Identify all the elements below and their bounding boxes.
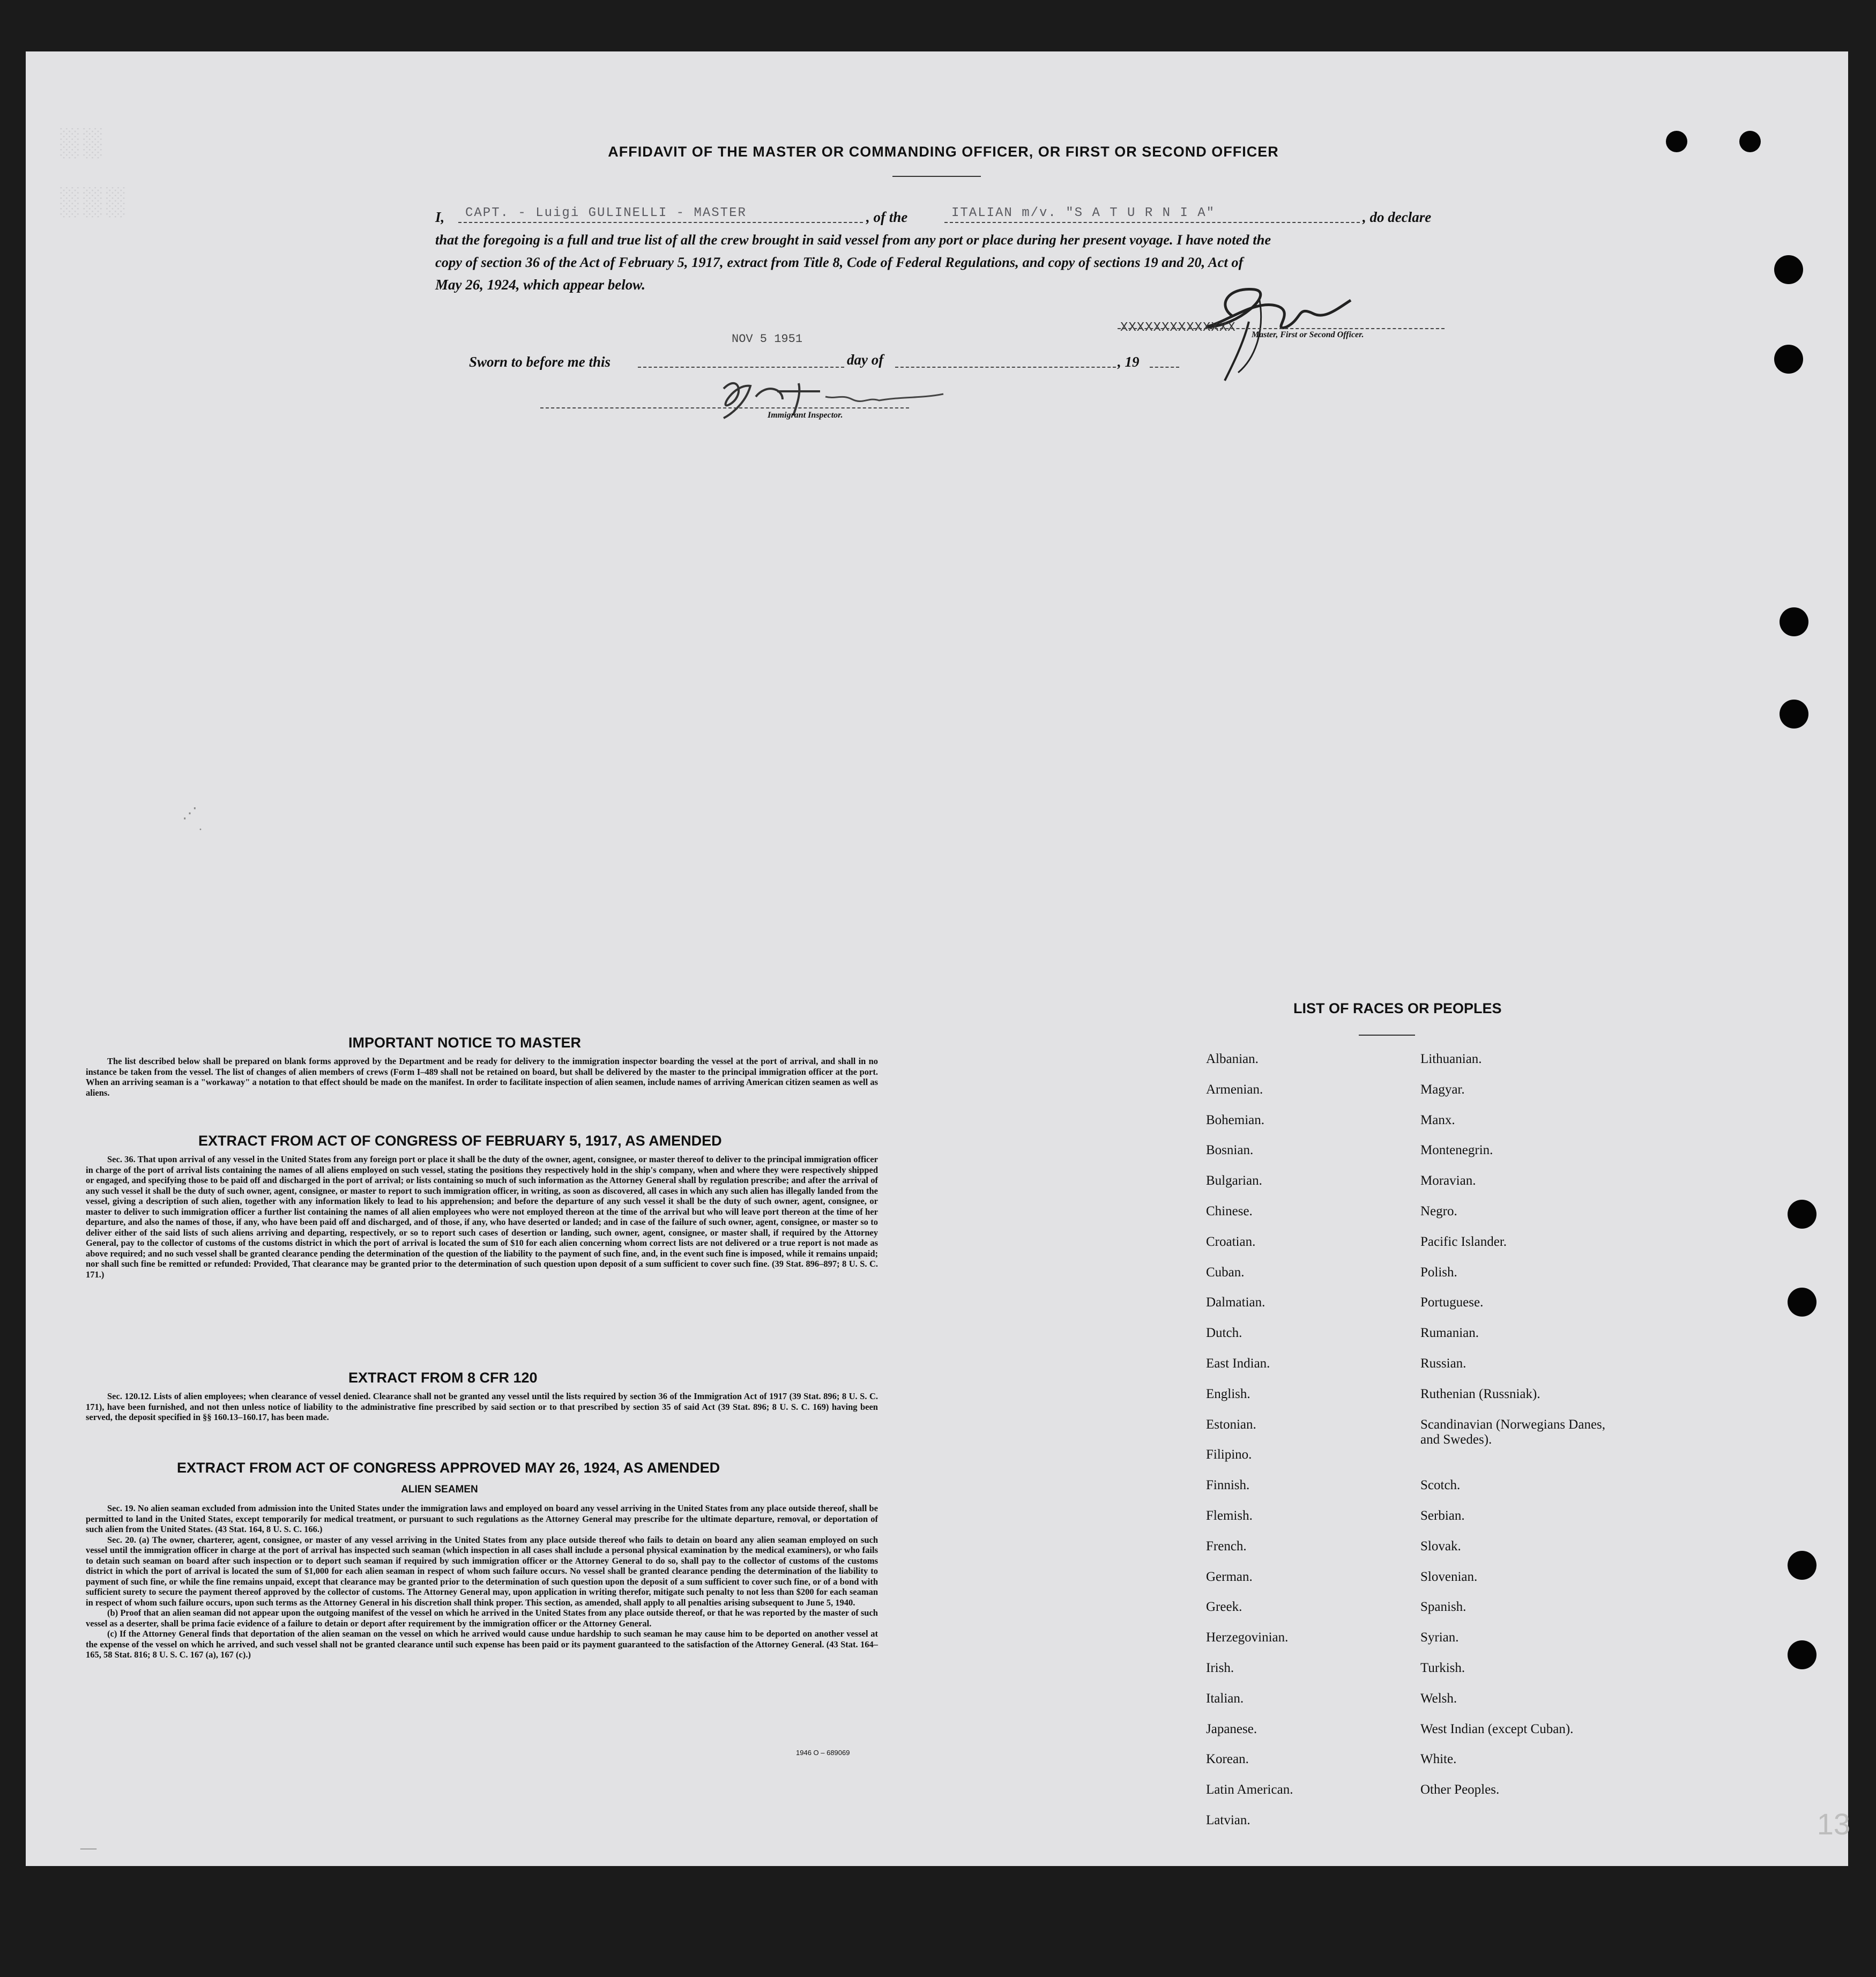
affidavit-of-the: , of the bbox=[866, 209, 908, 225]
year-line bbox=[1150, 367, 1179, 368]
affidavit-line-4: May 26, 1924, which appear below. bbox=[435, 277, 646, 293]
punch-hole bbox=[1739, 131, 1761, 152]
race-item: Latin American. bbox=[1206, 1782, 1293, 1797]
races-title-underline bbox=[1359, 1035, 1415, 1036]
race-item: Dutch. bbox=[1206, 1326, 1242, 1341]
master-name: CAPT. - Luigi GULINELLI - MASTER bbox=[465, 206, 747, 220]
page-number: 13 bbox=[1817, 1807, 1850, 1841]
race-item: English. bbox=[1206, 1386, 1250, 1401]
race-item: Greek. bbox=[1206, 1600, 1242, 1615]
affidavit-line-3: copy of section 36 of the Act of February 5, 1917, extract from Title 8, Code of Federal Regulations, and copy of sections 19 and 20, Act of bbox=[435, 254, 1244, 270]
notice-title: IMPORTANT NOTICE TO MASTER bbox=[348, 1035, 581, 1051]
race-item: Lithuanian. bbox=[1420, 1052, 1482, 1066]
inspector-caption: Immigrant Inspector. bbox=[768, 411, 843, 420]
race-item: Magyar. bbox=[1420, 1082, 1465, 1097]
races-title: LIST OF RACES OR PEOPLES bbox=[1293, 1000, 1502, 1016]
race-item: Bosnian. bbox=[1206, 1143, 1254, 1158]
sworn-text: Sworn to before me this bbox=[469, 354, 611, 370]
race-item: German. bbox=[1206, 1569, 1253, 1584]
race-item: Armenian. bbox=[1206, 1082, 1263, 1097]
punch-hole bbox=[1788, 1200, 1817, 1229]
extract-1917-paragraph: Sec. 36. That upon arrival of any vessel in the United States from any foreign port or place it shall be the duty of the owner, agent, consignee, or master thereof to deliver to the principal immigration officer in charge of the port of arrival lists containing the names of all aliens employed on such vessel, stating the positions they respectively hold in the ship's company, when and where they were respectively shipped or engaged, and specifying those to be paid off and discharged in the port of arrival; or lists containing so much of such information as the Attorney General shall by regulation prescribe; and after the arrival of any such vessel it shall be the duty of such owner, agent, consignee, or master to report to such immigration officer, in writing, as soon as discovered, all cases in which any such alien has illegally landed from the vessel, giving a description of such alien, together with any information likely to lead to his apprehension; and before the departure of any such vessel it shall be the duty of such owner, agent, consignee, or master to deliver to such immigration officer a further list containing the names of all alien employees who were not employed thereon at the time of the arrival but who will leave port thereon at the time of her departure, and also the names of those, if any, who have been paid off and discharged, and of those, if any, who have deserted or landed; and in case of the failure of such owner, agent, consignee, or master so to deliver either of the said lists of such aliens arriving and departing, respectively, or so to report such cases of desertion or landing, such owner, agent, consignee, or master shall, if required by the Attorney General, pay to the collector of customs of the customs district in which the port of arrival is located the sum of $10 for each alien concerning whom correct lists are not delivered or a true report is not made as above required; and no such vessel shall be granted clearance pending the determination of the question of the liability to the payment of such fine, and, in the event such fine is imposed, while it remains unpaid; nor shall such fine be remitted or refunded: Provided, That clearance may be granted prior to the determination of such question upon deposit of a sum sufficient to cover such fine. (39 Stat. 896–897; 8 U. S. C. 171.) bbox=[86, 1154, 878, 1280]
race-item: White. bbox=[1420, 1752, 1457, 1767]
extract-1917-body bbox=[86, 1154, 878, 1280]
notice-body bbox=[86, 1056, 878, 1098]
extract-cfr-title: EXTRACT FROM 8 CFR 120 bbox=[348, 1370, 538, 1386]
race-item: Montenegrin. bbox=[1420, 1143, 1493, 1158]
race-item: Herzegovinian. bbox=[1206, 1630, 1289, 1645]
race-item: Manx. bbox=[1420, 1112, 1455, 1127]
race-item: Cuban. bbox=[1206, 1265, 1245, 1280]
vessel-name: ITALIAN m/v. "S A T U R N I A" bbox=[951, 206, 1216, 220]
print-code: 1946 O – 689069 bbox=[796, 1749, 850, 1757]
race-item: Albanian. bbox=[1206, 1052, 1259, 1066]
master-signature-line bbox=[1118, 328, 1445, 329]
extract-1924-body bbox=[86, 1503, 878, 1660]
section-20b-paragraph: (b) Proof that an alien seaman did not appear upon the outgoing manifest of the vessel on which he arrived in the United States from any place outside thereof, or that he was reported by the master of such vessel as a deserter, shall be prima facie evidence of a failure to detain or deport after requirement by the immigration officer or the Attorney General. bbox=[86, 1608, 878, 1629]
master-name-line bbox=[458, 222, 863, 223]
race-item: Portuguese. bbox=[1420, 1295, 1484, 1310]
sworn-date-stamp: NOV 5 1951 bbox=[732, 332, 803, 346]
race-item: Slovak. bbox=[1420, 1539, 1461, 1554]
struck-out-text: XXXXXXXXXXXXXX bbox=[1120, 321, 1236, 335]
notice-paragraph: The list described below shall be prepared on blank forms approved by the Department and be ready for delivery to the immigration inspector boarding the vessel at the port of arrival, and shall in no instance be taken from the vessel. The list of changes of alien members of crews (Form I–489 shall not be retained on board, but shall be delivered by the master to the principal immigration officer at the port. When an arriving seaman is a "workaway" a notation to that effect should be made on the manifest. In order to facilitate inspection of alien seamen, include names of arriving American citizen seamen as well as aliens. bbox=[86, 1056, 878, 1098]
punch-hole bbox=[1788, 1288, 1817, 1317]
race-item: Estonian. bbox=[1206, 1417, 1256, 1432]
section-19-paragraph: Sec. 19. No alien seaman excluded from admission into the United States under the immigration laws and employed on board any vessel arriving in the United States from any place outside thereof, shall be permitted to land in the United States, except temporarily for medical treatment, or pursuant to such regulations as the Attorney General may prescribe for the ultimate departure, removal, or deportation of such alien from the United States. (43 Stat. 164, 8 U. S. C. 166.) bbox=[86, 1503, 878, 1534]
race-item: Chinese. bbox=[1206, 1204, 1253, 1218]
race-item: Korean. bbox=[1206, 1752, 1249, 1767]
race-item: Filipino. bbox=[1206, 1447, 1252, 1462]
alien-seamen-subtitle: ALIEN SEAMEN bbox=[401, 1484, 478, 1495]
race-item: East Indian. bbox=[1206, 1356, 1270, 1371]
punch-hole bbox=[1788, 1640, 1817, 1669]
vessel-line bbox=[944, 222, 1360, 223]
section-20c-paragraph: (c) If the Attorney General finds that deportation of the alien seaman on the vessel on which he arrived would cause undue hardship to such seaman he may cause him to be deported on another vessel at the expense of the vessel on which he arrived, and such vessel shall not be granted clearance until such expense has been paid or its payment guaranteed to the satisfaction of the Attorney General. (43 Stat. 164–165, 58 Stat. 816; 8 U. S. C. 167 (a), 167 (c).) bbox=[86, 1629, 878, 1660]
affidavit-line-2: that the foregoing is a full and true list of all the crew brought in said vessel from any port or place during her present voyage. I have noted the bbox=[435, 232, 1271, 248]
year-text: , 19 bbox=[1118, 354, 1140, 370]
affidavit-do-declare: , do declare bbox=[1363, 209, 1432, 225]
race-item: Bohemian. bbox=[1206, 1112, 1265, 1127]
section-20a-paragraph: Sec. 20. (a) The owner, charterer, agent, consignee, or master of any vessel arriving in the United States from any place outside thereof who fails to detain on board any alien seaman employed on such vessel until the immigration officer in charge at the port of arrival has inspected such seaman (which inspection in all cases shall include a personal physical examination by the medical examiners), or who fails to detain such seaman on board after such inspection or to deport such seaman if required by such immigration officer or the Attorney General to do so, shall pay to the collector of customs of the customs district in which the port of arrival is located the sum of $1,000 for each alien seaman in respect of whom such failure occurs. No vessel shall be granted clearance pending the determination of the liability to payment of such fine, or while the fine remains unpaid, except that clearance may be granted prior to the determination of such question upon the deposit of a sum sufficient to cover such fine, or of a bond with sufficient surety to secure the payment thereof approved by the collector of customs. The Attorney General may, upon application in writing therefor, mitigate such penalty to not less than $200 for each seaman in respect of whom such failure occurs, upon such terms as the Attorney General in his discretion shall think proper. This section, as amended, shall apply to all penalties arising subsequent to June 5, 1940. bbox=[86, 1534, 878, 1608]
stray-mark: ⋰ bbox=[182, 805, 197, 822]
race-item: Japanese. bbox=[1206, 1721, 1257, 1736]
race-item: West Indian (except Cuban). bbox=[1420, 1721, 1574, 1736]
day-of-text: day of bbox=[847, 352, 884, 368]
race-item: Other Peoples. bbox=[1420, 1782, 1500, 1797]
race-item: Syrian. bbox=[1420, 1630, 1459, 1645]
extract-1917-title: EXTRACT FROM ACT OF CONGRESS OF FEBRUARY 5, 1917, AS AMENDED bbox=[198, 1133, 722, 1149]
race-item: Irish. bbox=[1206, 1661, 1234, 1675]
title-underline bbox=[892, 176, 981, 177]
race-item: Finnish. bbox=[1206, 1478, 1250, 1493]
race-item: Scotch. bbox=[1420, 1478, 1461, 1493]
race-item: Turkish. bbox=[1420, 1661, 1465, 1675]
corner-mark: — bbox=[80, 1839, 96, 1856]
race-item: Italian. bbox=[1206, 1691, 1244, 1706]
race-item: Latvian. bbox=[1206, 1813, 1250, 1827]
punch-hole bbox=[1788, 1551, 1817, 1580]
stray-mark: · bbox=[198, 823, 203, 837]
extract-cfr-body bbox=[86, 1391, 878, 1423]
race-item: Russian. bbox=[1420, 1356, 1466, 1371]
race-item: Slovenian. bbox=[1420, 1569, 1478, 1584]
race-item: Rumanian. bbox=[1420, 1326, 1479, 1341]
punch-hole bbox=[1780, 607, 1808, 636]
punch-hole bbox=[1774, 345, 1803, 374]
race-item: Croatian. bbox=[1206, 1234, 1256, 1249]
extract-1924-title: EXTRACT FROM ACT OF CONGRESS APPROVED MAY 26, 1924, AS AMENDED bbox=[177, 1460, 720, 1476]
affidavit-i: I, bbox=[435, 209, 445, 225]
punch-hole bbox=[1780, 700, 1808, 729]
bleed-through-marks: ░░ ░░░ bbox=[59, 127, 128, 217]
race-item: French. bbox=[1206, 1539, 1247, 1554]
extract-cfr-paragraph: Sec. 120.12. Lists of alien employees; when clearance of vessel denied. Clearance shall not be granted any vessel until the lists required by section 36 of the Immigration Act of 1917 (39 Stat. 896; 8 U. S. C. 171), have been furnished, and not then unless notice of liability to the administrative fine prescribed by said section or to that prescribed by section 35 of said Act (39 Stat. 896; 8 U. S. C. 169) having been served, the deposit specified in §§ 160.13–160.17, has been made. bbox=[86, 1391, 878, 1422]
master-caption: Master, First or Second Officer. bbox=[1252, 330, 1364, 339]
race-item: Flemish. bbox=[1206, 1508, 1253, 1523]
race-item: Moravian. bbox=[1420, 1173, 1476, 1188]
race-item: Serbian. bbox=[1420, 1508, 1465, 1523]
race-item: Bulgarian. bbox=[1206, 1173, 1262, 1188]
punch-hole bbox=[1774, 255, 1803, 284]
race-item: Ruthenian (Russniak). bbox=[1420, 1386, 1540, 1401]
inspector-signature-line bbox=[540, 407, 909, 408]
affidavit-title: AFFIDAVIT OF THE MASTER OR COMMANDING OFFICER, OR FIRST OR SECOND OFFICER bbox=[608, 144, 1279, 160]
race-item: Negro. bbox=[1420, 1204, 1457, 1218]
punch-hole bbox=[1666, 131, 1687, 152]
race-item: Welsh. bbox=[1420, 1691, 1457, 1706]
race-item: Scandinavian (Norwegians Danes, and Swedes). bbox=[1420, 1417, 1606, 1447]
race-item: Polish. bbox=[1420, 1265, 1457, 1280]
race-item: Pacific Islander. bbox=[1420, 1234, 1507, 1249]
race-item: Spanish. bbox=[1420, 1600, 1466, 1615]
race-item: Dalmatian. bbox=[1206, 1295, 1265, 1310]
